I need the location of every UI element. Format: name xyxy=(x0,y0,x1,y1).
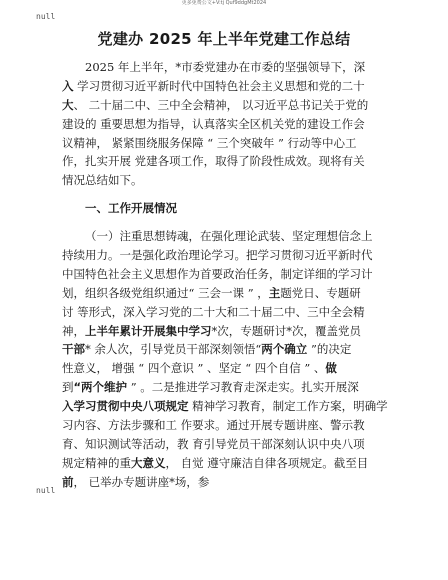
text: 、 二十届二中、三中全会精神， 以习近平总书记关于党的 xyxy=(73,97,369,112)
text: 到 xyxy=(62,380,74,395)
text: * 余人次，引导党员干部深刻领悟“ xyxy=(85,342,262,357)
text-bold: 大 xyxy=(62,97,74,112)
text: ”的决定 xyxy=(307,342,352,357)
paragraph-2-line-2: 持续用力。一是强化政治理论学习。把学习贯彻习近平新时代 xyxy=(62,248,373,263)
text-bold: 学习贯彻中央八项规定 xyxy=(73,399,189,414)
text-bold: 干部 xyxy=(62,342,85,357)
text: ， 自觉 遵守廉洁自律各项规定。截至目 xyxy=(165,455,369,470)
text: 规定精神的重 xyxy=(62,455,131,470)
header-banner: 更多免费公文+V:tj Quf9ddgMt2024 xyxy=(181,0,267,6)
text: 性意义， 增强 “ 四个意识 ” 、坚定 “ 四个自信 ” 、 xyxy=(62,361,326,376)
paragraph-2-line-4 xyxy=(62,284,396,303)
text-bold: “两个维护 xyxy=(73,380,128,395)
paragraph-1-line-4: 建设的 重要思想为指导，认真落实全区机关党的建设工作会 xyxy=(62,116,365,131)
text-bold: 上半年累计开展集中学习 xyxy=(85,323,212,338)
text: 精神学习教育，制定工作方案，明确学 xyxy=(188,399,388,414)
text: 神， xyxy=(62,323,85,338)
paragraph-2-line-5: 讨 等形式，深入学习党的二十大和二十届二中、三中全会精 xyxy=(62,304,365,319)
text-bold: 入 xyxy=(62,399,74,414)
paragraph-2-line-11: 习内容、方法步骤和工 作要求。通过开展专题讲座、警示教 xyxy=(62,418,365,433)
paragraph-2-line-1: （一）注重思想铸魂，在强化理论武装、坚定理想信念上 xyxy=(85,229,373,244)
paragraph-2-line-8 xyxy=(62,359,396,378)
paragraph-2-line-14 xyxy=(62,473,396,492)
text-bold: 做 xyxy=(325,361,337,376)
text-bold: 2025 年上半年 xyxy=(85,60,164,74)
section-heading: 一、工作开展情况 xyxy=(85,201,177,216)
null-marker-top: null xyxy=(36,12,56,21)
paragraph-1-line-3 xyxy=(62,96,396,115)
document-body xyxy=(62,58,396,492)
null-marker-bottom: null xyxy=(36,486,56,495)
paragraph-1-line-6: 作，扎实开展 党建各项工作，取得了阶段性成效。现将有关 xyxy=(62,154,365,169)
paragraph-2-line-12: 育、知识测试等活动，教 育引导党员干部深刻认识中央八项 xyxy=(62,436,365,451)
text: ，*市委党建办在市委的坚强领导下，深 xyxy=(163,60,366,74)
text-bold: 大意义 xyxy=(131,455,166,470)
paragraph-2-line-7 xyxy=(62,340,396,359)
paragraph-1-line-7: 情况总结如下。 xyxy=(62,173,143,188)
paragraph-2-line-3: 中国特色社会主义思想作为首要政治任务，制定详细的学习计 xyxy=(62,266,373,281)
paragraph-2-line-9 xyxy=(62,378,396,397)
text: ” 。二是推进学习教育走深走实。扎实开展深 xyxy=(127,380,359,395)
text: ， 已举办专题讲座*场，参 xyxy=(73,474,210,489)
text: 划，组织各级党组织通过“ 三会一课 ” ， xyxy=(62,285,269,300)
text-bold: 前 xyxy=(62,474,74,489)
paragraph-2-line-13 xyxy=(62,454,396,473)
paragraph-1-line-1 xyxy=(62,58,396,77)
page-title: 党建办 2025 年上半年党建工作总结 xyxy=(97,30,351,48)
text: 学习贯彻习近平新时代中国特色社会主义思想和党的二十 xyxy=(73,78,365,93)
text-bold: 主 xyxy=(268,285,281,300)
paragraph-1-line-2 xyxy=(62,77,396,96)
text: *次，专题研讨*次，覆盖党员 xyxy=(211,323,361,338)
text-bold: 入 xyxy=(62,78,74,93)
paragraph-2-line-6 xyxy=(62,322,396,341)
text: 题党日、专题研 xyxy=(280,285,361,300)
text-bold: 两个确立 xyxy=(261,342,308,357)
paragraph-2-line-10 xyxy=(62,397,396,416)
paragraph-1-line-5: 议精神， 紧紧围绕服务保障 “ 三个突破年 ” 行动等中心工 xyxy=(62,135,357,150)
